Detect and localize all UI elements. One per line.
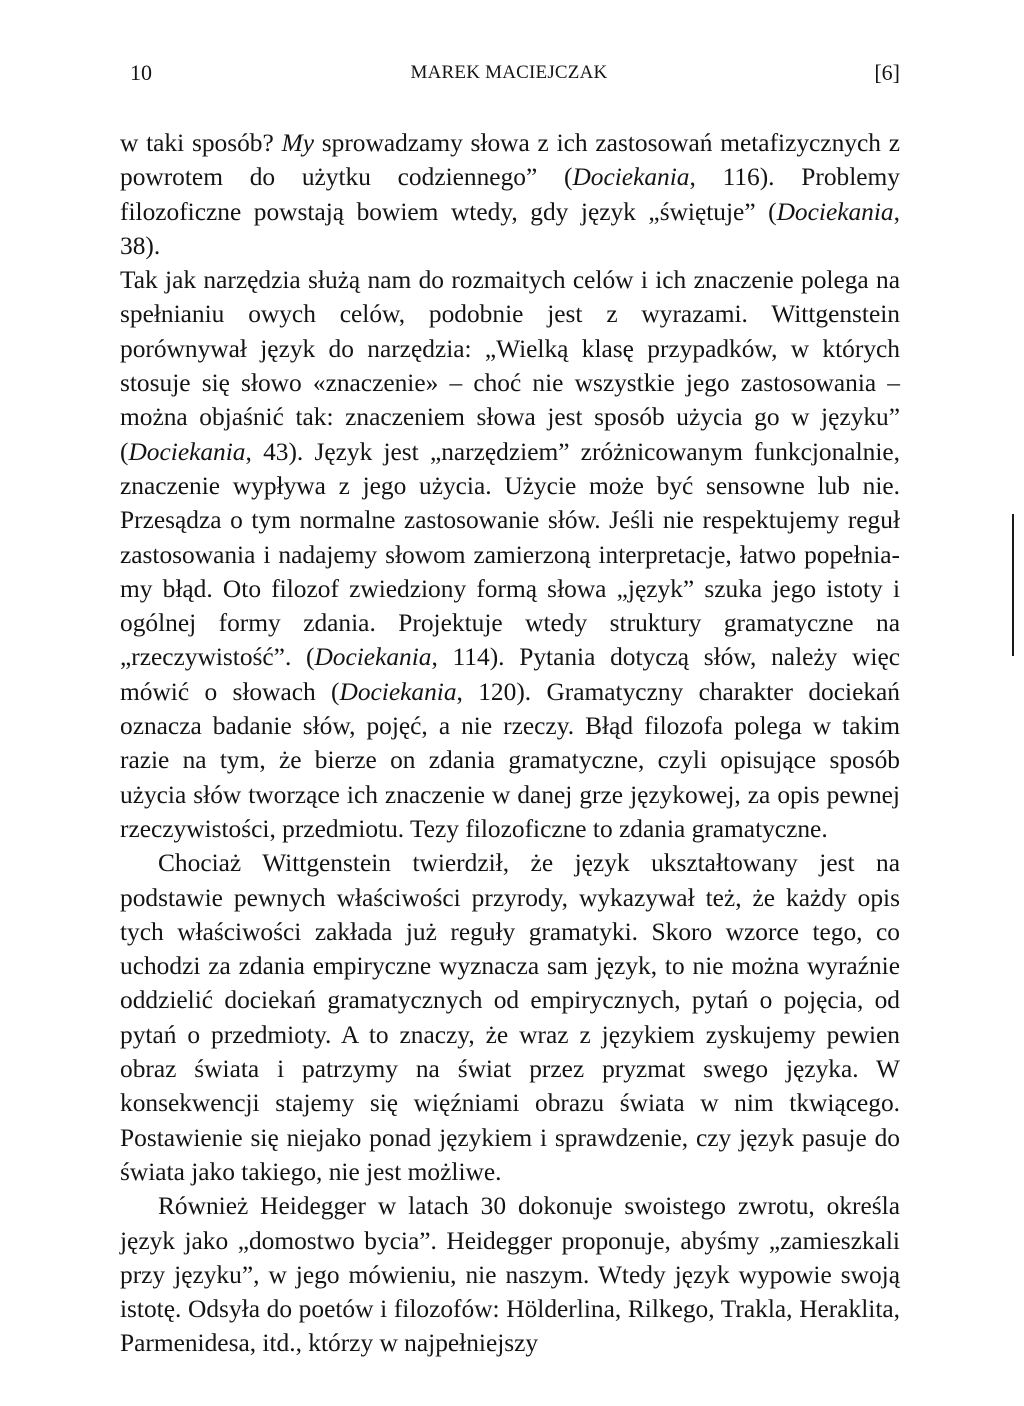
paragraph <box>120 1189 900 1360</box>
text-run: , 38). <box>120 197 900 260</box>
italic-citation: Dociekania <box>314 643 432 672</box>
section-number: [6] <box>874 60 900 85</box>
italic-citation: Dociekania <box>776 197 894 226</box>
text-run: , 116). Problemy filozoficzne powstają bowiem wtedy, gdy język „świętuje” ( <box>120 163 900 226</box>
margin-line <box>1012 514 1014 656</box>
text-run: sprowadzamy słowa z ich zastosowań metafizycznych z powrotem do użytku codziennego” ( <box>120 129 900 192</box>
text-run: Również Heidegger w latach 30 dokonuje swoistego zwrotu, określa język jako „domostwo bycia”. Heidegger proponuje, abyśmy „zamieszkali przy języku”, w jego mówieniu, nie naszym. Wtedy język wypowie swoją istotę. Odsyła do poetów i filozofów: Hölderlina, Rilkego, Trakla, Heraklita, Parmenidesa, itd., którzy w najpełniejszy <box>120 1192 900 1358</box>
text-run: Chociaż Wittgenstein twierdził, że język ukształtowany jest na podstawie pewnych właściwości przyrody, wykazywał też, że każdy opis tych właściwości zakłada już reguły gramatyki. Skoro wzorce tego, co uchodzi za zdania empiryczne wyznacza sam język, to nie można wyraźnie oddzielić dociekań gramatycznych od empirycznych, pytań o pojęcia, od pytań o przedmioty. A to znaczy, że wraz z językiem zyskujemy pewien obraz świata i patrzymy na świat przez pryzmat swego języka. W konsekwencji stajemy się więźniami obrazu świata w nim tkwiącego. Postawienie się niejako ponad językiem i sprawdzenie, czy język pasuje do świata jako takiego, nie jest możliwe. <box>120 849 900 1186</box>
italic-citation: Dociekania <box>128 437 246 466</box>
text-run: , 43). Język jest „narzędziem” zróżnicowanym funkcjonalnie, znaczenie wypływa z jego użycia. Użycie może być sensowne lub nie. Przesądza o tym normalne zastosowanie słów. Jeśli nie respektujemy reguł zastosowania i nadajemy słowom zamierzoną interpretacje, łatwo popełniamy błąd. Oto filozof zwiedziony formą słowa „język” szuka jego istoty i ogólnej formy zdania. Projektuje wtedy struktury gramatyczne na „rzeczywistość”. ( <box>120 437 900 672</box>
text-run: , 114). Pytania dotyczą słów, należy więc mówić o słowach ( <box>120 643 900 706</box>
running-head-author: MAREK MACIEJCZAK <box>410 62 608 83</box>
body-text <box>120 126 900 1361</box>
text-run: , 120). Gramatyczny charakter dociekań oznacza badanie słów, pojęć, a nie rzeczy. Błąd filozofa polega w takim razie na tym, że bierze on zdania gramatyczne, czyli opisujące sposób użycia słów tworzące ich znaczenie w danej grze językowej, za opis pewnej rzeczywistości, przedmiotu. Tezy filozoficzne to zdania gramatyczne. <box>120 677 900 843</box>
italic-citation: Dociekania <box>572 163 690 192</box>
paragraph <box>120 846 900 1189</box>
italic-citation: Dociekania <box>339 677 457 706</box>
page-number: 10 <box>130 60 152 85</box>
paragraph <box>120 126 900 263</box>
italic-citation: My <box>281 129 314 157</box>
running-header <box>118 58 900 88</box>
text-run: Tak jak narzędzia służą nam do rozmaitych celów i ich znaczenie polega na spełnianiu owych celów, podobnie jest z wyrazami. Wittgenstein porównywał język do narzędzia: „Wielką klasę przypadków, w których stosuje się słowo «znaczenie» – choć nie wszystkie jego zastosowania – można objaśnić tak: znaczeniem słowa jest sposób użycia go w języku” ( <box>120 266 900 466</box>
text-run: w taki sposób? <box>120 129 282 157</box>
paragraph <box>120 263 900 846</box>
